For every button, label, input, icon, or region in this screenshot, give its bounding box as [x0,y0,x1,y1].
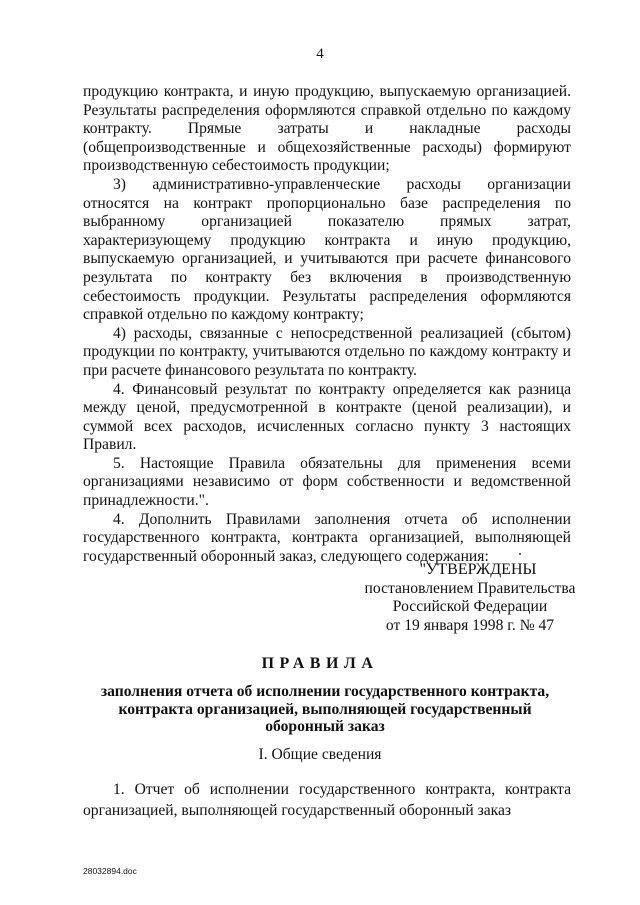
paragraph-point-5: 5. Настоящие Правила обязательны для применения всеми организациями независимо от форм собственности и ведомственной принадлежности.". [83,454,571,510]
section-title: I. Общие сведения [258,746,382,763]
paragraph-item-3: 3) административно-управленческие расходы организации относятся на контракт пропорционально базе распределения по выбранному организацией показателю прямых затрат, характеризующему продукцию контракта и иную продукцию, выпускаемую организацией, и учитываются при расчете финансового результата по контракту без включения в производственную себестоимость продукции. Результаты распределения оформляются справкой отдельно по каждому контракту; [83,175,571,324]
rules-subtitle-line-3: оборонный заказ [265,718,385,735]
paragraph-section-1: 1. Отчет об исполнении государственного контракта, контракта организацией, выполняющей государственный оборонный заказ [83,781,571,819]
body-text [83,83,571,566]
approval-line-2: Российской Федерации [392,598,548,616]
paragraph-point-4: 4. Финансовый результат по контракту определяется как разница между ценой, предусмотренной в контракте (ценой реализации), и суммой всех расходов, исчисленных согласно пункту 3 настоящих Правил. [83,380,571,454]
approval-line-3: от 19 января 1998 г. № 47 [385,616,555,634]
section-body [83,779,571,821]
page-number: 4 [316,46,324,62]
rules-heading: ПРАВИЛА [261,655,379,672]
approval-line-1: постановлением Правительства [364,579,576,597]
rules-subtitle-line-1: заполнения отчета об исполнении государственного контракта, [100,683,550,700]
footer-filename: 28032894.doc [83,866,137,876]
paragraph-amendment-4: 4. Дополнить Правилами заполнения отчета об исполнении государственного контракта, контракта организацией, выполняющей государственный оборонный заказ, следующего содержания: [83,510,571,565]
approval-block [340,561,600,635]
stray-dot [519,553,521,555]
paragraph-continuation: продукцию контракта, и иную продукцию, выпускаемую организацией. Результаты распределения оформляются справкой отдельно по каждому контракту. Прямые затраты и накладные расходы (общепроизводственные и общехозяйственные расходы) формируют производственную себестоимость продукции; [83,83,571,175]
approval-title: "УТВЕРЖДЕНЫ [419,561,537,578]
rules-subtitle-line-2: контракта организацией, выполняющей государственный [118,700,532,718]
rules-subtitle [100,683,550,736]
paragraph-item-4: 4) расходы, связанные с непосредственной реализацией (сбытом) продукции по контракту, учитываются отдельно по каждому контракту и при расчете финансового результата по контракту. [83,324,571,379]
